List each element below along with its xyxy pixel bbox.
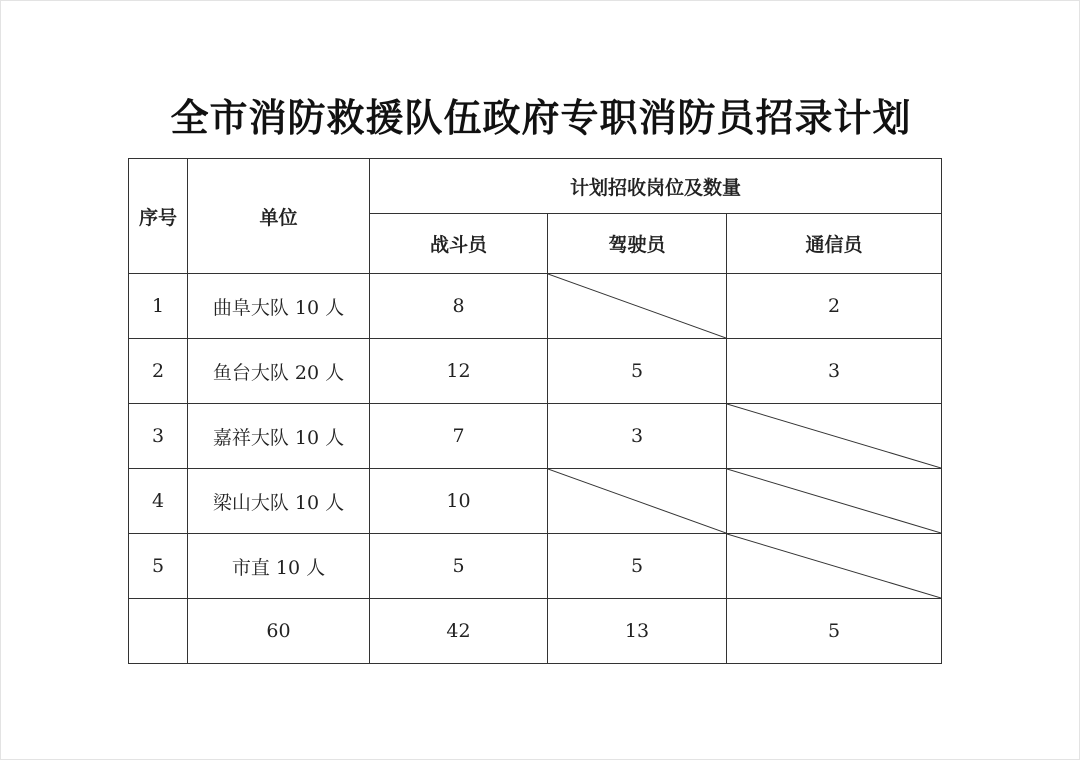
header-plan-group: 计划招收岗位及数量 — [370, 159, 942, 214]
header-comm: 通信员 — [727, 214, 942, 274]
page-title: 全市消防救援队伍政府专职消防员招录计划 — [170, 95, 912, 140]
header-row — [129, 159, 942, 214]
row-unit: 曲阜大队 10 人 — [188, 274, 370, 339]
total-driver: 13 — [548, 599, 727, 664]
row-seq: 5 — [129, 534, 188, 599]
table-row — [129, 469, 942, 534]
row-driver: 3 — [548, 404, 727, 469]
row-fighter: 7 — [370, 404, 548, 469]
total-fighter: 42 — [370, 599, 548, 664]
row-comm-empty — [727, 469, 942, 534]
header-seq: 序号 — [129, 159, 188, 274]
diagonal-slash — [548, 274, 726, 338]
header-fighter: 战斗员 — [370, 214, 548, 274]
row-unit: 梁山大队 10 人 — [188, 469, 370, 534]
row-driver: 5 — [548, 339, 727, 404]
row-seq: 1 — [129, 274, 188, 339]
diagonal-slash — [727, 404, 941, 468]
row-comm-empty — [727, 534, 942, 599]
diagonal-slash — [727, 534, 941, 598]
total-seq — [129, 599, 188, 664]
row-fighter: 12 — [370, 339, 548, 404]
row-driver-empty — [548, 274, 727, 339]
recruitment-plan-table — [128, 158, 942, 664]
total-comm: 5 — [727, 599, 942, 664]
row-unit: 鱼台大队 20 人 — [188, 339, 370, 404]
row-fighter: 5 — [370, 534, 548, 599]
header-unit: 单位 — [188, 159, 370, 274]
row-unit: 市直 10 人 — [188, 534, 370, 599]
row-comm: 3 — [727, 339, 942, 404]
header-driver: 驾驶员 — [548, 214, 727, 274]
row-fighter: 8 — [370, 274, 548, 339]
total-unit: 60 — [188, 599, 370, 664]
table-row — [129, 404, 942, 469]
table-row — [129, 534, 942, 599]
row-comm: 2 — [727, 274, 942, 339]
total-row — [129, 599, 942, 664]
diagonal-slash — [727, 469, 941, 533]
table-row — [129, 339, 942, 404]
row-seq: 3 — [129, 404, 188, 469]
row-seq: 4 — [129, 469, 188, 534]
row-seq: 2 — [129, 339, 188, 404]
diagonal-slash — [548, 469, 726, 533]
row-comm-empty — [727, 404, 942, 469]
row-driver: 5 — [548, 534, 727, 599]
row-driver-empty — [548, 469, 727, 534]
table-row — [129, 274, 942, 339]
row-fighter: 10 — [370, 469, 548, 534]
row-unit: 嘉祥大队 10 人 — [188, 404, 370, 469]
